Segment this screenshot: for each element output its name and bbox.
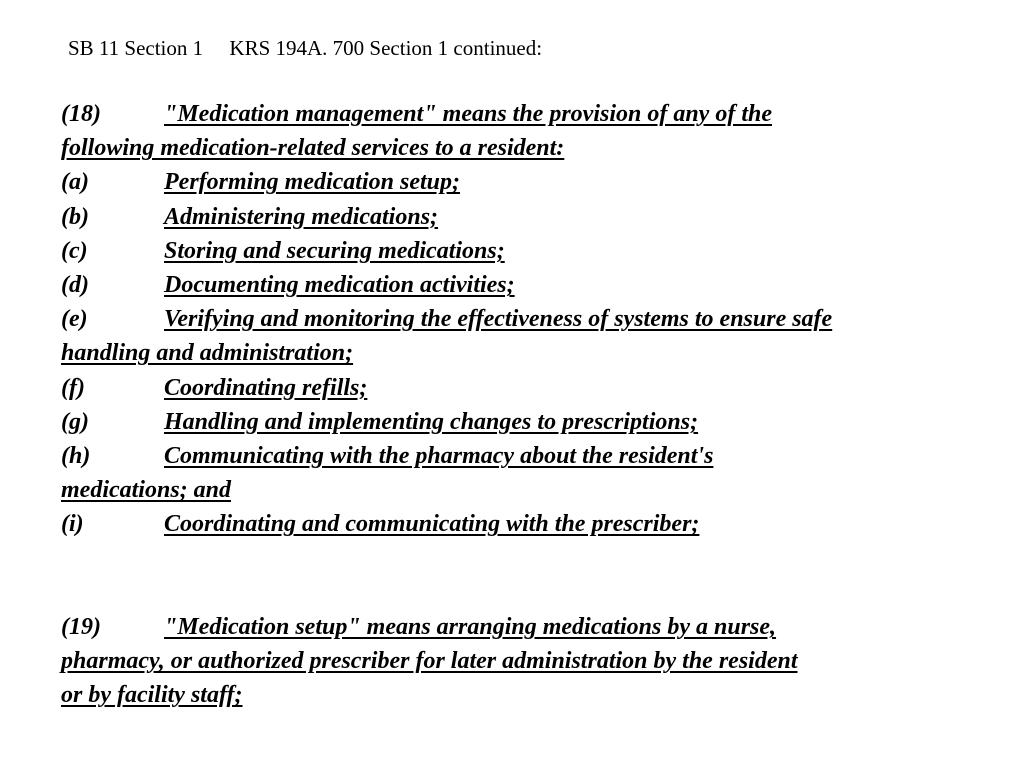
header-statute-reference: KRS 194A. 700 Section 1 continued:: [229, 36, 543, 60]
item-marker: (b): [61, 203, 89, 230]
item-marker: (e): [61, 306, 88, 333]
statute-text: [61, 97, 981, 713]
header-bill-section: SB 11 Section 1: [68, 36, 204, 60]
item-marker: (g): [61, 408, 89, 435]
list-item-d: (d) Documenting medication activities;: [61, 268, 981, 302]
list-item-h: (h) Communicating with the pharmacy about the resident's: [61, 439, 981, 473]
list-item-i: (i) Coordinating and communicating with the prescriber;: [61, 507, 981, 541]
item-marker: (d): [61, 272, 89, 299]
list-item-h-continued: medications; and: [61, 477, 232, 504]
item-marker: (i): [61, 511, 84, 538]
item-marker: (f): [61, 374, 85, 401]
list-item-e-continued: handling and administration;: [61, 340, 354, 367]
list-item-e: (e) Verifying and monitoring the effectiveness of systems to ensure safe: [61, 302, 981, 336]
list-item-b: (b) Administering medications;: [61, 200, 981, 234]
definition-marker: (18): [61, 101, 101, 127]
definition-19-line-3: or by facility staff;: [61, 682, 243, 709]
definition-19-line-1: (19) "Medication setup" means arranging medications by a nurse,: [61, 610, 981, 644]
list-item-g: (g) Handling and implementing changes to prescriptions;: [61, 405, 981, 439]
item-marker: (c): [61, 237, 88, 264]
item-marker: (h): [61, 443, 91, 470]
slide-header: [68, 34, 542, 62]
list-item-a: (a) Performing medication setup;: [61, 165, 981, 199]
definition-18-line-1: (18) "Medication management" means the provision of any of the: [61, 97, 981, 131]
list-item-c: (c) Storing and securing medications;: [61, 234, 981, 268]
list-item-f: (f) Coordinating refills;: [61, 371, 981, 405]
section-spacer: [61, 542, 981, 610]
item-marker: (a): [61, 169, 89, 196]
definition-marker: (19): [61, 614, 101, 641]
definition-19-line-2: pharmacy, or authorized prescriber for later administration by the resident: [61, 648, 798, 675]
definition-18-line-2: following medication-related services to a resident:: [61, 135, 565, 162]
